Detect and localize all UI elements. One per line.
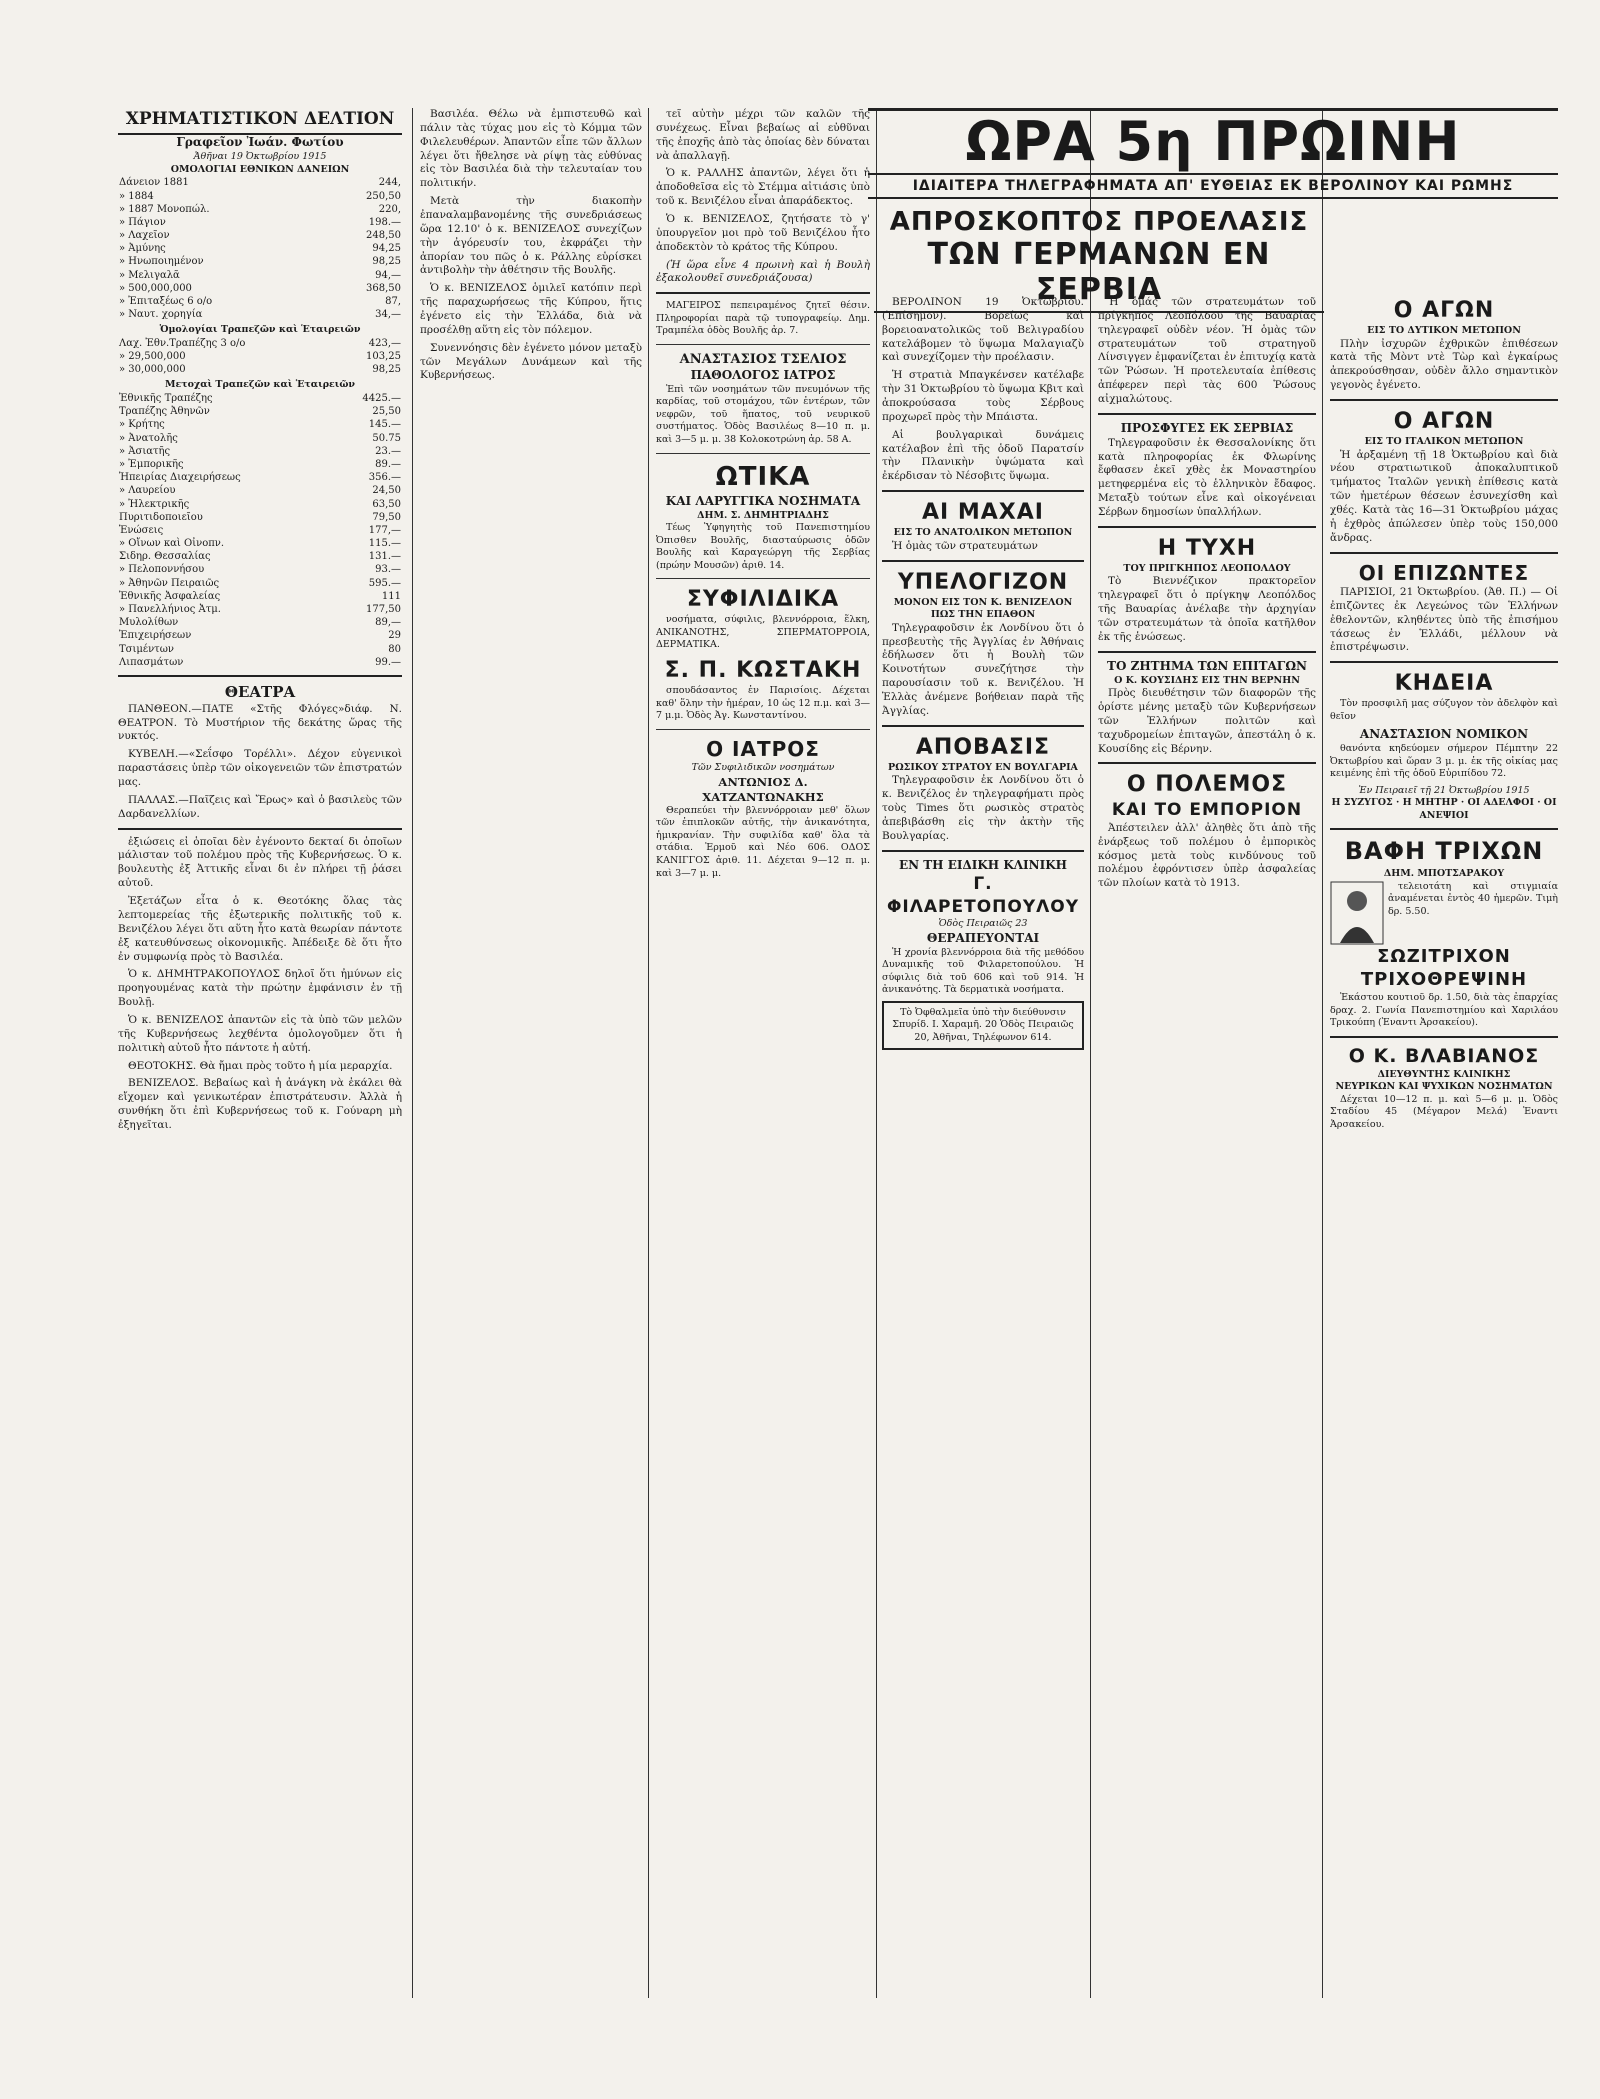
column-3 — [656, 108, 870, 1998]
estimate-sub: ΜΟΝΟΝ ΕΙΣ ΤΟΝ Κ. ΒΕΝΙΖΕΛΟΝ — [893, 596, 1073, 608]
survivors-title: ΟΙ ΕΠΙΖΩΝΤΕΣ — [1358, 560, 1530, 585]
hair-text2: Ἐκάστου κουτιοῦ δρ. 1.50, διὰ τὰς ἐπαρχίας δραχ. 2. Γωνία Πανεπιστημίου καὶ Χαριλάου Τρικούπη (Ἐναντι Ἀρσακείου). — [1330, 992, 1558, 1029]
article-paragraph: Ἀπέστειλεν ἀλλ' ἀληθὲς ὅτι ἀπὸ τῆς ἐνάρξεως τοῦ πολέμου ὁ ἐμπορικὸς κόσμος μετὰ τοὺς κινδύνους τοῦ πολέμου ἐφρόντισεν ὑπὲρ ἀσφαλείας τῶν πλοίων κατὰ τὸ 1913. — [1098, 821, 1316, 890]
article-paragraph: ΒΕΝΙΖΕΛΟΣ. Βεβαίως καὶ ἡ ἀνάγκη νὰ ἐκάλει θὰ εἴχομεν καὶ γενικωτέραν ἐπιστράτευσιν. Ἀλλὰ ἡ συνθήκη ὅτι ἐπὶ Κυβερνήσεως τοῦ κ. Γούναρη μὴ ἐξηγεῖται. — [118, 1077, 402, 1131]
deaths-text2: θανόντα κηδεύομεν σήμερον Πέμπτην 22 Ὀκτωβρίου καὶ ὥραν 3 μ. μ. ἐκ τῆς οἰκίας μας κειμένης ἐπὶ τῆς ὁδοῦ Εὐριπίδου 72. — [1330, 743, 1558, 780]
table-row — [118, 603, 402, 616]
row-value: 94,— — [375, 269, 401, 281]
row-value: 248,50 — [366, 230, 401, 242]
row-label: » Ηνωποιημένον — [119, 256, 204, 268]
row-label: Λαχ. Ἐθν.Τραπέζης 3 ο/ο — [119, 337, 246, 349]
table-row — [118, 229, 402, 242]
row-label: » Ἠλεκτρικῆς — [119, 498, 190, 510]
column-rule — [1322, 108, 1323, 1998]
article-paragraph: Τηλεγραφοῦσιν ἐκ Θεσσαλονίκης ὅτι κατὰ πληροφορίας ἐκ Φλωρίνης ἔφθασεν ἐκεῖ χθὲς ἐκ Μοναστηρίου μετηφερμένα εἰς τὸ ἑλληνικὸν ἔδαφος. Μεταξὺ τούτων εἶνε καὶ οἰκογένειαι Σέρβων δημοσίων ὑπαλλήλων. — [1098, 436, 1316, 518]
row-label: » Ἀσιατῆς — [119, 445, 171, 457]
table-row — [118, 242, 402, 255]
theatre-entry: ΠΑΛΛΑΣ.—Παῖζεις καὶ Ἔρως» καὶ ὁ βασιλεὺς τῶν Δαρδανελλίων. — [118, 793, 402, 820]
article-paragraph: Ὁ κ. ΒΕΝΙΖΕΛΟΣ ὁμιλεῖ κατόπιν περὶ τῆς παραχωρήσεως τῆς Κύπρου, ἥτις ἐγένετο εἰς τὴν Ἑλλάδα, διὰ νὰ προσέλθῃ αὕτη εἰς τὸν πόλεμον. — [420, 282, 642, 336]
ogon-sub: ΕΙΣ ΤΟ ΔΥΤΙΚΟΝ ΜΕΤΩΠΟΝ — [1367, 325, 1521, 337]
article-paragraph: Ἡ ὁμάς τῶν στρατευμάτων τοῦ πρίγκηπος Λεοπόλδου τῆς Βαυαρίας τηλεγραφεῖ οὐδὲν νέον. Ἡ ὁμὰς τῶν στρατευμάτων τοῦ στρατηγοῦ Λίνσιγγεν ἐμφανίζεται ἐν ἐπιτυχίᾳ κατὰ τῶν Ῥώσων. Ἡ προτελευταία ἐπίθεσις ἀπέφερεν περὶ τὰς 600 Ῥώσους αἰχμαλώτους. — [1098, 296, 1316, 406]
article-paragraph: Τὸ Βιεννέζικον πρακτορεῖον τηλεγραφεῖ ὅτι ὁ πρίγκηψ Λεοπόλδος τῆς Βαυαρίας ἀνέλαβε τὴν ἀρχηγίαν τῶν στρατευμάτων τὰ ὁποῖα κατῆλθον ἐκ τῆς ἑνώσεως. — [1098, 575, 1316, 643]
row-label: » 30,000,000 — [119, 364, 186, 376]
table-row — [118, 255, 402, 268]
table-row — [118, 337, 402, 350]
row-label: Τραπέζης Ἀθηνῶν — [119, 406, 210, 418]
deaths-name: ΑΝΑΣΤΑΣΙΟΝ ΝΟΜΙΚΟΝ — [1359, 727, 1529, 742]
deaths-title: ΚΗΔΕΙΑ — [1394, 671, 1494, 697]
row-label: Δάνειον 1881 — [119, 177, 189, 189]
hair-title: ΒΑΦΗ ΤΡΙΧΩΝ — [1344, 837, 1544, 866]
row-label: » Πελοποννήσου — [119, 564, 205, 576]
column-rule — [876, 108, 877, 1998]
table-row — [118, 269, 402, 282]
late-edition — [868, 108, 1558, 313]
row-value: 115.— — [368, 538, 401, 550]
market-office: Γραφεῖον Ἰωάν. Φωτίου — [176, 135, 344, 150]
row-label: » Οἴνων καὶ Οἰνοπν. — [119, 538, 225, 550]
table-row — [118, 405, 402, 418]
deaths-date: Ἐν Πειραιεῖ τῇ 21 Ὀκτωβρίου 1915 — [1358, 784, 1530, 796]
deaths-text: Τὸν προσφιλῆ μας σύζυγον τὸν ἀδελφὸν καὶ θεῖον — [1330, 698, 1558, 722]
article-paragraph: Ὁ κ. ΡΑΛΛΗΣ ἀπαντῶν, λέγει ὅτι ἡ ἀποδοθεῖσα εἰς τὸ Στέμμα αἰτιάσις ὑπὸ τοῦ κ. Βενιζέλου εἶναι ἀπαράδεκτος. — [656, 167, 870, 208]
row-label: Σιδηρ. Θεσσαλίας — [119, 551, 211, 563]
article-paragraph: Βασιλέα. Θέλω νὰ ἐμπιστευθῶ καὶ πάλιν τὰς τύχας μου εἰς τὸ Κόμμα τῶν Φιλελευθέρων. Ἀπαντῶν εἶπε τῶν ἄλλων λέγει ὅτι ἤθελησε νὰ ρίψῃ τὰς εὐθύνας εἰς τὸν Βασιλέα διὰ τὴν τελευταίαν του πολιτικήν. — [420, 108, 642, 190]
article-paragraph: Ἡ ἀρξαμένη τῇ 18 Ὀκτωβρίου καὶ διὰ νέου στρατιωτικοῦ ἀποκαλυπτικοῦ τμήματος Ἰταλῶν γενικὴ ἐπίθεσις κατὰ τῶν ἡμετέρων θέσεων ἐσυνεχίσθη καὶ χθές. Κατὰ τὰς 16—31 Ὀκτωβρίου μάχας ἡ ἐχθρὸς ἀπώλεσεν ὑπὲρ τοὺς 150,000 ἄνδρας. — [1330, 448, 1558, 544]
table-row — [118, 524, 402, 537]
table-row — [118, 203, 402, 216]
row-value: 250,50 — [366, 190, 401, 202]
column-2 — [420, 108, 642, 1998]
ogon2-title: Ο ΑΓΩΝ — [1393, 409, 1495, 434]
article-paragraph: Μετὰ τὴν διακοπὴν ἐπαναλαμβανομένης τῆς συνεδριάσεως ὥρα 12.10' ὁ κ. ΒΕΝΙΖΕΛΟΣ συνεχίζων τὴν ἀγόρευσίν του, ἐκφράζει τὴν ἀπορίαν του πῶς ὁ κ. Ράλλης εὑρίσκει ἀντιβολὴν τὴν ἀθέτησιν τῆς Βουλῆς. — [420, 195, 642, 277]
table-row — [118, 484, 402, 497]
row-label: Ἐθνικῆς Τραπέζης — [119, 393, 213, 405]
deaths-sign: Η ΣΥΖΥΓΟΣ · Η ΜΗΤΗΡ · ΟΙ ΑΔΕΛΦΟΙ · ΟΙ ΑΝΕΨΙΟΙ — [1331, 797, 1557, 821]
row-label: Λιπασμάτων — [119, 656, 184, 668]
clinic-text: Ἡ χρονία βλεννόρροια διὰ τῆς μεθόδου Δυναμικῆς τοῦ Φιλαρετοπούλου. Ἡ σύφιλις διὰ τοῦ 606 καὶ τοῦ 914. Ἡ ἀνικανότης. Τὰ δερματικὰ νοσήματα. — [882, 946, 1084, 996]
table-row — [118, 643, 402, 656]
row-value: 87, — [385, 296, 401, 308]
table-row — [118, 656, 402, 669]
vlad-sub: ΔΙΕΥΘΥΝΤΗΣ ΚΛΙΝΙΚΗΣ — [1377, 1068, 1511, 1080]
row-label: » 1887 Μονοπώλ. — [119, 203, 210, 215]
table-row — [118, 563, 402, 576]
ad-tselios-title: ΠΑΘΟΛΟΓΟΣ ΙΑΤΡΟΣ — [690, 368, 836, 383]
row-value: 131.— — [368, 551, 401, 563]
article-paragraph: Ἐξετάζων εἶτα ὁ κ. Θεοτόκης ὅλας τὰς λεπτομερείας τῆς ἐξωτερικῆς πολιτικῆς τοῦ κ. Βενιζέλου λέγει ὅτι αὕτη ἦτο κατὰ θεωρίαν πάντοτε ἐξ κατευθύνσεως οἰκονομικῆς. Ἀπέδειξε δὲ ὅτι ἦτο ἐν συμφωνίᾳ πρὸς τὸ Βασιλέα. — [118, 895, 402, 963]
row-value: 103,25 — [366, 351, 401, 363]
article-paragraph: Τηλεγραφοῦσιν ἐκ Λονδίνου ὅτι ὁ κ. Βενιζέλος ἐν τηλεγραφήματι πρὸς τοὺς Times ὅτι ρωσικὸς στρατὸς ἀπεβιβάσθη εἰς τὴν ἀκτὴν τῆς Βουλγαρίας. — [882, 774, 1084, 842]
table-row — [118, 590, 402, 603]
row-value: 80 — [388, 643, 401, 655]
table-row — [118, 295, 402, 308]
hair-text: τελειοτάτη καὶ στιγμιαία ἀναμένεται ἐντὸς 40 ἡμερῶν. Τιμὴ δρ. 5.50. — [1388, 880, 1558, 917]
ad-kostaki-name: Σ. Π. ΚΩΣΤΑΚΗ — [664, 657, 862, 683]
row-value: 368,50 — [366, 282, 401, 294]
ad-syph-title: ΣΥΦΙΛΙΔΙΚΑ — [686, 587, 840, 613]
banks-table — [118, 337, 402, 377]
woman-portrait-icon — [1330, 881, 1384, 945]
table-row — [118, 350, 402, 363]
clinic-heal: ΘΕΡΑΠΕΥΟΝΤΑΙ — [926, 930, 1040, 945]
ad-tselios-name: ΑΝΑΣΤΑΣΙΟΣ ΤΣΕΛΙΟΣ — [679, 351, 847, 367]
ad-ent-title: ΩΤΙΚΑ — [715, 461, 811, 492]
row-value: 89,— — [375, 617, 401, 629]
table-row — [118, 458, 402, 471]
row-value: 24,50 — [372, 485, 401, 497]
masthead: ΩΡΑ 5η ΠΡΩΙΝΗ — [868, 108, 1558, 175]
row-value: 50.75 — [372, 432, 401, 444]
row-label: » Κρήτης — [119, 419, 165, 431]
luck-sub: ΤΟΥ ΠΡΙΓΚΗΠΟΣ ΛΕΟΠΟΛΔΟΥ — [1123, 562, 1291, 574]
article-paragraph: ΒΕΡΟΛΙΝΟΝ 19 Ὀκτωβρίου. (Ἐπίσημον). Βορείως καὶ βορειοανατολικῶς τοῦ Βελιγραδίου κατελάβομεν τὸ ὕψωμα Μαλαγιαζὺ καὶ συνεχίζομεν τὴν προέλασιν. — [882, 296, 1084, 364]
hair-tonic: ΤΡΙΧΟΘΡΕΨΙΝΗ — [1360, 969, 1528, 991]
row-label: » Πάγιον — [119, 216, 166, 228]
table-row — [118, 216, 402, 229]
vlad-title: Ο Κ. ΒΛΑΒΙΑΝΟΣ — [1348, 1044, 1540, 1067]
clinic-addr: Ὁδὸς Πειραιῶς 23 — [938, 918, 1028, 930]
row-value: 23.— — [375, 445, 401, 457]
row-value: 93.— — [375, 564, 401, 576]
hair-soap: ΣΩΖΙΤΡΙΧΟΝ — [1377, 945, 1511, 967]
row-value: 29 — [388, 630, 401, 642]
column-4 — [882, 296, 1084, 1996]
table-row — [118, 363, 402, 376]
table-row — [118, 432, 402, 445]
table-row — [118, 471, 402, 484]
article-paragraph: Ὁ κ. ΒΕΝΙΖΕΛΟΣ, ζητήσατε τὸ γ' ὑπουργεῖον μοι πρὸ τοῦ Βενιζέλου ἦτο ἀποδεκτὸν τὸ κράτος τῆς Κύπρου. — [656, 213, 870, 253]
row-label: » 500,000,000 — [119, 282, 192, 294]
article-paragraph: Τηλεγραφοῦσιν ἐκ Λονδίνου ὅτι ὁ πρεσβευτὴς τῆς Ἀγγλίας ἐν Ἀθήναις ἐδήλωσεν ὅτι ἡ Βουλὴ τῶν Κοινοτήτων συνεζήτησε τὴν παρουσίασιν τοῦ κ. Βενιζέλου. Ἡ Ἑλλὰς ἀνέμενε βοήθειαν παρὰ τῆς Ἀγγλίας. — [882, 621, 1084, 717]
row-value: 595.— — [368, 577, 401, 589]
column-6 — [1330, 296, 1558, 1996]
loans-header: ΟΜΟΛΟΓΙΑΙ ΕΘΝΙΚΩΝ ΔΑΝΕΙΩΝ — [170, 163, 350, 175]
row-value: 63,50 — [372, 498, 401, 510]
table-row — [118, 445, 402, 458]
war-title: Ο ΠΟΛΕΜΟΣ — [1126, 772, 1288, 798]
row-value: 94,25 — [372, 243, 401, 255]
estimate-sub2: ΠΩΣ ΤΗΝ ΕΠΑΘΟΝ — [930, 609, 1036, 621]
row-label: » Λαυρείου — [119, 485, 176, 497]
clinic-title: ΕΝ ΤΗ ΕΙΔΙΚΗ ΚΛΙΝΙΚΗ — [898, 857, 1068, 872]
row-label: Πυριτιδοποιεῖου — [119, 511, 203, 523]
row-label: Ἐπιχειρήσεων — [119, 630, 192, 642]
row-label: » Ναυτ. χορηγία — [119, 309, 203, 321]
luck-title: Η ΤΥΧΗ — [1157, 535, 1257, 561]
row-label: » Ἀθηνῶν Πειραιῶς — [119, 577, 220, 589]
row-value: 177,50 — [366, 604, 401, 616]
article-paragraph: Ἡ ὁμὰς τῶν στρατευμάτων — [892, 539, 1038, 552]
table-row — [118, 537, 402, 550]
article-paragraph: ΠΑΡΙΣΙΟΙ, 21 Ὀκτωβρίου. (Ἀθ. Π.) — Οἱ ἐπιζῶντες ἐκ Λεγεώνος τῶν Ἑλλήνων ἐθελοντῶν, κληθέντες ὑπὸ τῆς ἐπισήμου τάσεως ἐν Ἑλλάδι, μέλλουν νὰ ἐπιστρέψωσιν. — [1330, 585, 1558, 654]
vlad-text: Δέχεται 10—12 π. μ. καὶ 5—6 μ. μ. Ὁδὸς Σταδίου 45 (Μέγαρον Μελά) Ἐναντι Ἀρσακείου. — [1330, 1093, 1558, 1130]
battles-title: ΑΙ ΜΑΧΑΙ — [922, 500, 1044, 526]
clinic-name: Γ. ΦΙΛΑΡΕΤΟΠΟΥΛΟΥ — [886, 874, 1080, 917]
row-label: » Πανελλήνιος Ἀτμ. — [119, 604, 221, 616]
headline-1: ΑΠΡΟΣΚΟΠΤΟΣ ΠΡΟΕΛΑΣΙΣ — [889, 207, 1309, 237]
row-value: 220, — [378, 203, 401, 215]
article-paragraph: Ἡ στρατιὰ Μπαγκένσεν κατέλαβε τὴν 31 Ὀκτωβρίου τὸ ὕψωμα Κβιτ καὶ ἀποκρούσασα τοὺς Σέρβους προχωρεῖ πρὸς τὴν Μπάιστα. — [882, 369, 1084, 423]
row-label: Τσιμέντων — [119, 643, 174, 655]
table-row — [118, 418, 402, 431]
row-value: 99.— — [375, 656, 401, 668]
column-rule — [648, 108, 649, 1998]
row-value: 98,25 — [372, 364, 401, 376]
market-date: Ἀθῆναι 19 Ὀκτωβρίου 1915 — [193, 151, 327, 163]
row-value: 177,— — [368, 524, 401, 536]
row-value: 34,— — [375, 309, 401, 321]
ad-doctor-title: Ο ΙΑΤΡΟΣ — [706, 736, 820, 761]
ad-doctor-sub: Τῶν Συφιλιδικῶν νοσημάτων — [691, 761, 835, 773]
battles-sub: ΕΙΣ ΤΟ ΑΝΑΤΟΛΙΚΟΝ ΜΕΤΩΠΟΝ — [893, 527, 1073, 539]
retreat-sub: ΡΩΣΙΚΟΥ ΣΤΡΑΤΟΥ ΕΝ ΒΟΥΛΓΑΡΙΑ — [888, 761, 1078, 773]
row-value: 98,25 — [372, 256, 401, 268]
demands-sub: Ο Κ. ΚΟΥΣΙΔΗΣ ΕΙΣ ΤΗΝ ΒΕΡΝΗΝ — [1114, 674, 1300, 686]
article-paragraph: τεῖ αὐτὴν μέχρι τῶν καλῶν τῆς συνέχεως. Εἶναι βεβαίως αἱ εὐθῦναι τῆς ἐποχῆς ἀπὸ τὰς ὁποίας δὲν δύναται νὰ ἀπαλλαγῇ. — [656, 108, 870, 162]
row-value: 89.— — [375, 458, 401, 470]
row-label: Ἐθνικῆς Ἀσφαλείας — [119, 590, 221, 602]
row-label: » Ἀνατολῆς — [119, 432, 178, 444]
theatre-entry: ΠΑΝΘΕΟΝ.—ΠΑΤΕ «Στῆς Φλόγες»διάφ. Ν. ΘΕΑΤΡΟΝ. Τὸ Μυστήριον τῆς δεκάτης ὥρας τῆς νυκτός. — [118, 702, 402, 743]
article-paragraph: Πρὸς διευθέτησιν τῶν διαφορῶν τῆς ὁρίστε μένης μεταξὺ τῶν Κυβερνήσεων τῶν Ἑλλήνων πολιτῶν καὶ ταχυδρομείων ἐπιταγῶν, ἀπεστάλη ὁ κ. Κουσίδης εἰς Βέρνην. — [1098, 687, 1316, 755]
demands-title: ΤΟ ΖΗΤΗΜΑ ΤΩΝ ΕΠΙΤΑΓΩΝ — [1107, 658, 1307, 673]
war-sub: ΚΑΙ ΤΟ ΕΜΠΟΡΙΟΝ — [1111, 800, 1303, 821]
masthead-subhead: ΙΔΙΑΙΤΕΡΑ ΤΗΛΕΓΡΑΦΗΜΑΤΑ ΑΠ' ΕΥΘΕΙΑΣ ΕΚ ΒΕΡΟΛΙΝΟΥ ΚΑΙ ΡΩΜΗΣ — [868, 175, 1558, 199]
table-row — [118, 629, 402, 642]
row-label: » 1884 — [119, 190, 154, 202]
article-paragraph: ΘΕΟΤΟΚΗΣ. Θὰ ἤμαι πρὸς τοῦτο ἡ μία μεραρχία. — [128, 1059, 393, 1072]
table-row — [118, 282, 402, 295]
row-label: » Ἐμπορικῆς — [119, 458, 184, 470]
row-value: 198.— — [368, 216, 401, 228]
row-label: » Ἐπιταξέως 6 ο/ο — [119, 296, 213, 308]
row-value: 79,50 — [372, 511, 401, 523]
theatre-entry: ΚΥΒΕΛΗ.—«Σεΐσφο Τορέλλι». Δέχον εὐγενικοὶ παραστάσεις ὑπὲρ τῶν οἰκογενειῶν τῶν ἐπιστρατών μας. — [118, 748, 402, 789]
table-row — [118, 190, 402, 203]
row-value: 4425.— — [362, 393, 401, 405]
table-row — [118, 550, 402, 563]
table-row — [118, 511, 402, 524]
ad-doctor-text: Θεραπεύει τὴν βλεννόρροιαν μεθ' ὅλων τῶν ἐπιπλοκῶν αὐτῆς, τὴν ἀνικανότητα, ἡμικρανίαν. Τὴν συφιλίδα καθ' ὅλα τὰ στάδια. Ἐρμοῦ καὶ Νέο 606. ΟΔΟΣ ΚΑΝΙΓΓΟΣ ἀριθ. 11. Δέχεται 9—12 π. μ. καὶ 3—7 μ. μ. — [656, 804, 870, 879]
article-paragraph: Συνεννόησις δὲν ἐγένετο μόνον μεταξὺ τῶν Μεγάλων Δυνάμεων καὶ τῆς Κυβερνήσεως. — [420, 341, 642, 382]
article-paragraph: Ὁ κ. ΔΗΜΗΤΡΑΚΟΠΟΥΛΟΣ δηλοῖ ὅτι ἠμύνων εἰς προηγουμένας κατὰ τὴν πρώτην ἐμφάνισιν ἐν τῇ Βουλῇ. — [118, 968, 402, 1009]
row-label: » Μελιγαλᾶ — [119, 269, 180, 281]
ad-ent-sub: ΚΑΙ ΛΑΡΥΓΓΙΚΑ ΝΟΣΗΜΑΤΑ — [665, 493, 861, 508]
table-row — [118, 616, 402, 629]
headline-2: ΤΩΝ ΓΕΡΜΑΝΩΝ ΕΝ ΣΕΡΒΙΑ — [874, 237, 1324, 313]
column-1 — [118, 108, 402, 1998]
row-value: 356.— — [368, 472, 401, 484]
market-title: ΧΡΗΜΑΤΙΣΤΙΚΟΝ ΔΕΛΤΙΟΝ — [118, 108, 402, 135]
row-label: Ἠπειρίας Διαχειρήσεως — [119, 472, 241, 484]
table-row — [118, 176, 402, 189]
row-value: 25,50 — [372, 406, 401, 418]
table-row — [118, 392, 402, 405]
theatres-title: ΘΕΑΤΡΑ — [224, 682, 296, 701]
row-value: 423,— — [368, 337, 401, 349]
row-label: Μυλολίθων — [119, 617, 179, 629]
column-rule — [1090, 108, 1091, 1998]
ad-kostaki-text: σπουδάσαντος ἐν Παρισίοις. Δέχεται καθ' ὅλην τὴν ἡμέραν, 10 ὡς 12 π.μ. καὶ 3—7 μ.μ. Ὁδὸς Ἀγ. Κωνσταντίνου. — [656, 685, 870, 722]
loans-table — [118, 176, 402, 321]
ad-syph-text: νοσήματα, σύφιλις, βλεννόρροια, ἕλκη, ΑΝΙΚΑΝΟΤΗΣ, ΣΠΕΡΜΑΤΟΡΡΟΙΑ, ΔΕΡΜΑΤΙΚΑ. — [656, 614, 870, 651]
edition-note: (Ἡ ὥρα εἶνε 4 πρωινὴ καὶ ἡ Βουλὴ ἐξακολουθεῖ συνεδριάζουσα) — [656, 258, 870, 285]
ad-cook: ΜΑΓΕΙΡΟΣ πεπειραμένος ζητεῖ θέσιν. Πληροφορίαι παρὰ τῷ τυπογραφείῳ. Δημ. Τραμπέλα ὁδὸς Βουλῆς ἀρ. 7. — [656, 300, 870, 337]
banks-header: Ὁμολογίαι Τραπεζῶν καὶ Ἑταιρειῶν — [159, 324, 361, 336]
article-paragraph: Ὁ κ. ΒΕΝΙΖΕΛΟΣ ἀπαντῶν εἰς τὰ ὑπὸ τῶν μελῶν τῆς Κυβερνήσεως λεχθέντα ὁμολογοῦμεν ὅτι ἡ πολιτικὴ αὐτοῦ ἦτο πάντοτε ἡ αὐτή. — [118, 1013, 402, 1054]
table-row — [118, 308, 402, 321]
table-row — [118, 498, 402, 511]
vlad-sub2: ΝΕΥΡΙΚΩΝ ΚΑΙ ΨΥΧΙΚΩΝ ΝΟΣΗΜΑΤΩΝ — [1335, 1081, 1553, 1093]
row-value: 111 — [381, 590, 401, 602]
ogon2-sub: ΕΙΣ ΤΟ ΙΤΑΛΙΚΟΝ ΜΕΤΩΠΟΝ — [1364, 436, 1524, 448]
shares-header: Μετοχαὶ Τραπεζῶν καὶ Ἑταιρειῶν — [164, 379, 356, 391]
table-row — [118, 577, 402, 590]
ad-ent-text: Τέως Ὑφηγητὴς τοῦ Πανεπιστημίου Ὀπισθεν Βουλῆς, διασταύρωσις ὁδῶν Βουλῆς καὶ Καραγεώργη τῆς Σερβίας (πρώην Μουσῶν) ἀριθ. 14. — [656, 522, 870, 571]
refugees-title: ΠΡΟΣΦΥΓΕΣ ΕΚ ΣΕΡΒΙΑΣ — [1120, 420, 1294, 435]
article-paragraph: ἐξιώσεις εἰ ὁποῖαι δὲν ἐγένοντο δεκταί δι ὁποῖων μάλισταν τοῦ πολέμου πρὸς τῆς Κυβερνήσεως. Ὁ κ. βουλευτὴς ἐξ Ἀττικῆς εἶναι δι ἐν πλήρει τῇ ῥάσει αὐτοῦ. — [118, 835, 402, 890]
row-label: » Λαχεῖον — [119, 230, 170, 242]
estimate-title: ΥΠΕΛΟΓΙΖΟΝ — [897, 569, 1069, 595]
ogon-title: Ο ΑΓΩΝ — [1393, 298, 1495, 323]
row-label: » 29,500,000 — [119, 351, 186, 363]
column-rule — [412, 108, 413, 1998]
row-value: 244, — [378, 177, 401, 189]
ad-tselios-text: Ἐπὶ τῶν νοσημάτων τῶν πνευμόνων τῆς καρδίας, τοῦ στομάχου, τῶν ἐντέρων, τῶν νεφρῶν, τοῦ ἥπατος, τοῦ νευρικοῦ συστήματος. Ὁδὸς Βασιλέως 8—10 π. μ. καὶ 3—5 μ. μ. 38 Κολοκοτρώνη ἀρ. 58 Α. — [656, 383, 870, 446]
retreat-title: ΑΠΟΒΑΣΙΣ — [915, 734, 1051, 760]
ad-doctor-name: ΑΝΤΩΝΙΟΣ Δ. ΧΑΤΖΑΝΤΩΝΑΚΗΣ — [702, 774, 824, 804]
eye-clinic-ad: Τὸ Ὀφθαλμεῖα ὑπὸ τὴν διεύθυνσιν Σπυρίδ. Ι. Χαραμῆ. 20 Ὁδὸς Πειραιῶς 20, Ἀθῆναι, Τηλέφωνον 614. — [882, 1001, 1084, 1051]
hair-sub: ΔΗΜ. ΜΠΟΤΣΑΡΑΚΟΥ — [1383, 868, 1505, 880]
article-paragraph: Πλὴν ἰσχυρῶν ἐχθρικῶν ἐπιθέσεων κατὰ τῆς Μὸντ ντὲ Τὼρ καὶ ἐγκαίρως ἀπεκρούσθησαν, οὐδὲν ἄλλο σημαντικὸν γεγονὸς ἐγένετο. — [1330, 337, 1558, 392]
column-5 — [1098, 296, 1316, 1996]
row-value: 145.— — [368, 419, 401, 431]
row-label: » Ἀμύνης — [119, 243, 166, 255]
article-paragraph: Αἱ βουλγαρικαὶ δυνάμεις κατέλαβον ἐπὶ τῆς ὁδοῦ Παρατσίν τὴν Πλανικὴν ὑψώματα καὶ ἐκέρδισαν τὸ Νέσοβιτς ὕψωμα. — [882, 428, 1084, 483]
ad-ent-doctor: ΔΗΜ. Σ. ΔΗΜΗΤΡΙΑΔΗΣ — [697, 509, 829, 521]
shares-table — [118, 392, 402, 669]
row-label: Ἑνώσεις — [119, 524, 164, 536]
